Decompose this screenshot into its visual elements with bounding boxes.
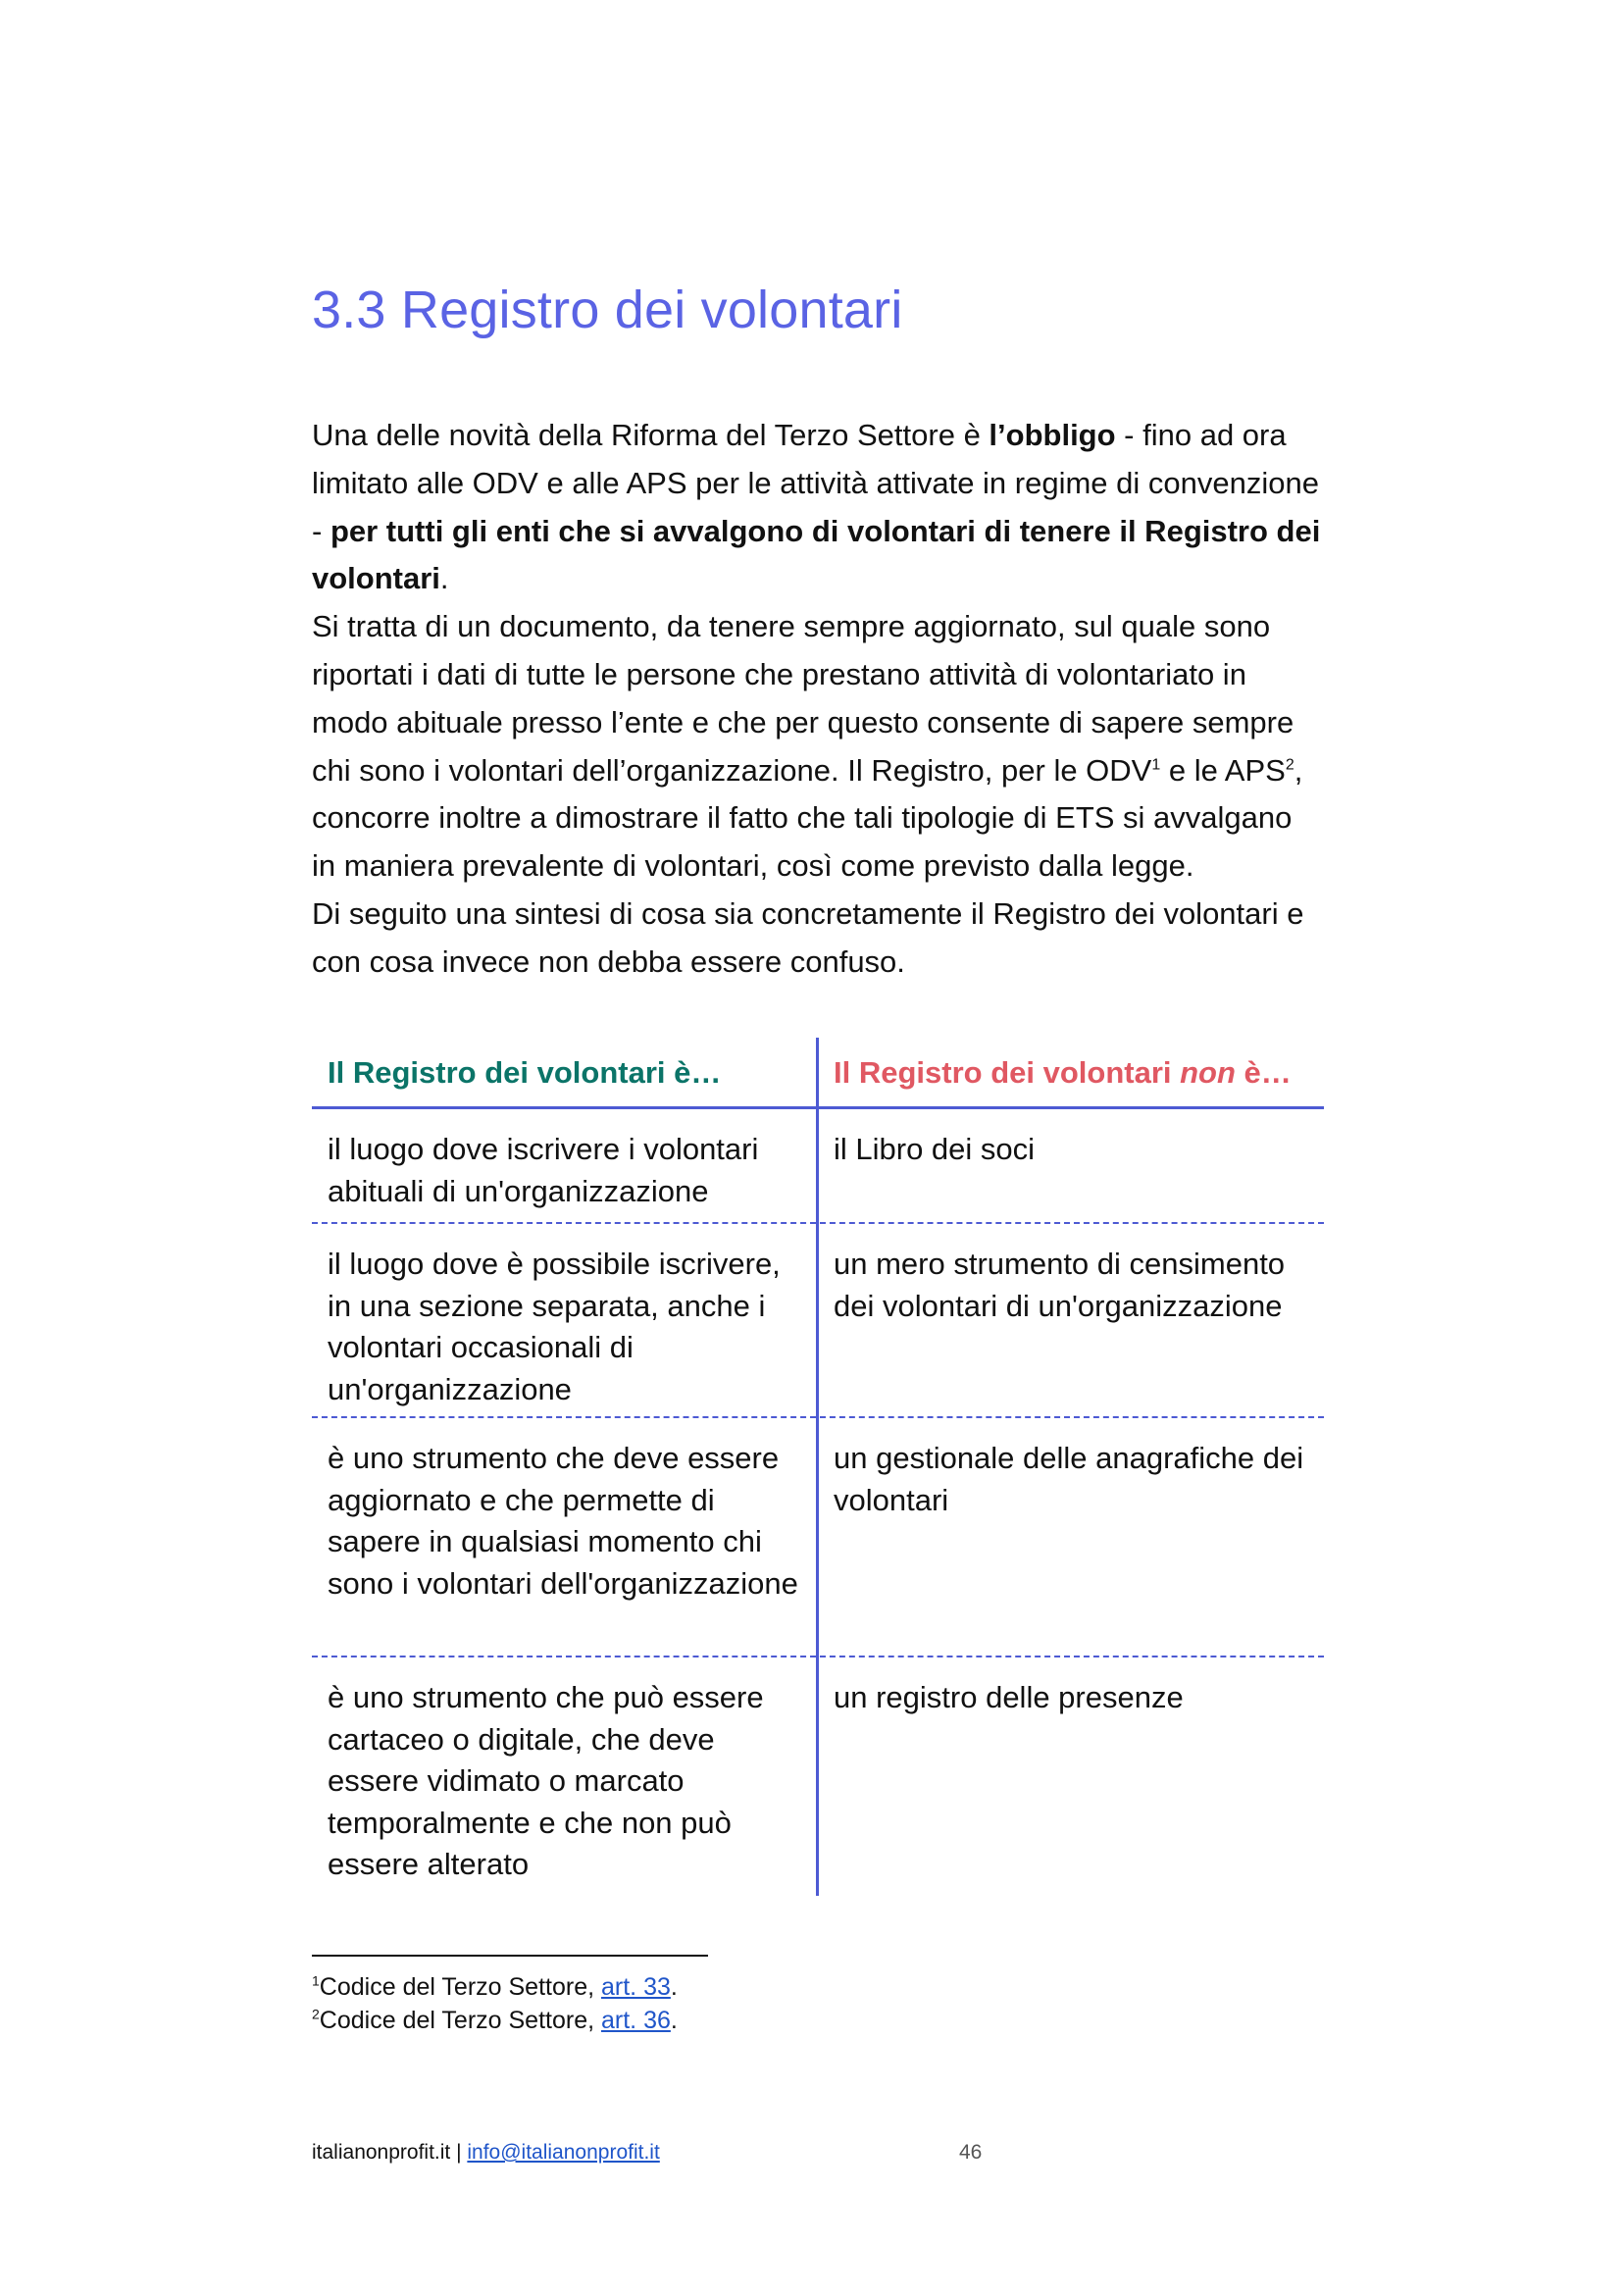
- page-title: 3.3 Registro dei volontari: [312, 280, 903, 339]
- is-cell: il luogo dove iscrivere i volontari abituali di un'organizzazione: [328, 1132, 759, 1208]
- footer-email-link[interactable]: info@italianonprofit.it: [467, 2141, 660, 2164]
- is-not-cell: un registro delle presenze: [834, 1680, 1184, 1714]
- intro-text: [312, 412, 1322, 987]
- footnote-ref-1[interactable]: 1: [1151, 756, 1161, 774]
- is-cell: il luogo dove è possibile iscrivere, in una sezione separata, anche i volontari occasionali di un'organizzazione: [328, 1247, 781, 1406]
- footnote-2: $^2$Codice del Terzo Settore, art. 36.: [312, 2006, 678, 2034]
- bold-obbligo: l’obbligo: [989, 418, 1116, 452]
- bold-requirement: per tutti gli enti che si avvalgono di volontari di tenere il Registro dei volontari: [312, 513, 1321, 596]
- page-number: 46: [959, 2141, 983, 2164]
- page-footer: italianonprofit.it | info@italianonprofit.it: [312, 2141, 660, 2164]
- is-not-cell: un gestionale delle anagrafiche dei volontari: [834, 1441, 1304, 1517]
- footnotes: [312, 1970, 678, 2037]
- footnote-ref-2[interactable]: 2: [1285, 756, 1294, 774]
- footer-site: italianonprofit.it: [312, 2141, 451, 2164]
- is-not-cell: il Libro dei soci: [834, 1132, 1036, 1166]
- is-not-cell: un mero strumento di censimento dei volontari di un'organizzazione: [834, 1247, 1286, 1323]
- footnote-1: $^1$Codice del Terzo Settore, art. 33.: [312, 1972, 678, 2001]
- intro-paragraph-1: Una delle novità della Riforma del Terzo Settore è l’obbligo - fino ad ora limitato alle ODV e alle APS per le attività attivate in regime di convenzione - per tutti gli enti che si avvalgono di volontari di tenere il Registro dei volontari.: [312, 418, 1321, 596]
- comparison-table: [312, 1038, 1324, 1896]
- column-divider: [816, 1038, 819, 1896]
- intro-paragraph-2: Si tratta di un documento, da tenere sempre aggiornato, sul quale sono riportati i dati di tutte le persone che prestano attività di volontariato in modo abituale presso l’ente e che per questo consente di sapere sempre chi sono i volontari dell’organizzazione. Il Registro, per le ODV$^1$ e le APS$^2$, concorre inoltre a dimostrare il fatto che tali tipologie di ETS si avvalgano in maniera prevalente di volontari, così come previsto dalla legge.: [312, 609, 1303, 884]
- is-cell: è uno strumento che può essere cartaceo o digitale, che deve essere vidimato o marcato temporalmente e che non può essere alterato: [328, 1680, 764, 1881]
- header-is-not: Il Registro dei volontari non è…: [834, 1055, 1292, 1090]
- header-is: Il Registro dei volontari è…: [328, 1055, 722, 1090]
- footnote-2-link[interactable]: art. 36: [601, 2007, 671, 2034]
- is-cell: è uno strumento che deve essere aggiornato e che permette di sapere in qualsiasi momento chi sono i volontari dell'organizzazione: [328, 1441, 798, 1601]
- intro-paragraph-3: Di seguito una sintesi di cosa sia concretamente il Registro dei volontari e con cosa invece non debba essere confuso.: [312, 895, 1304, 979]
- footnote-separator: [312, 1955, 708, 1957]
- footnote-1-link[interactable]: art. 33: [601, 1973, 671, 2001]
